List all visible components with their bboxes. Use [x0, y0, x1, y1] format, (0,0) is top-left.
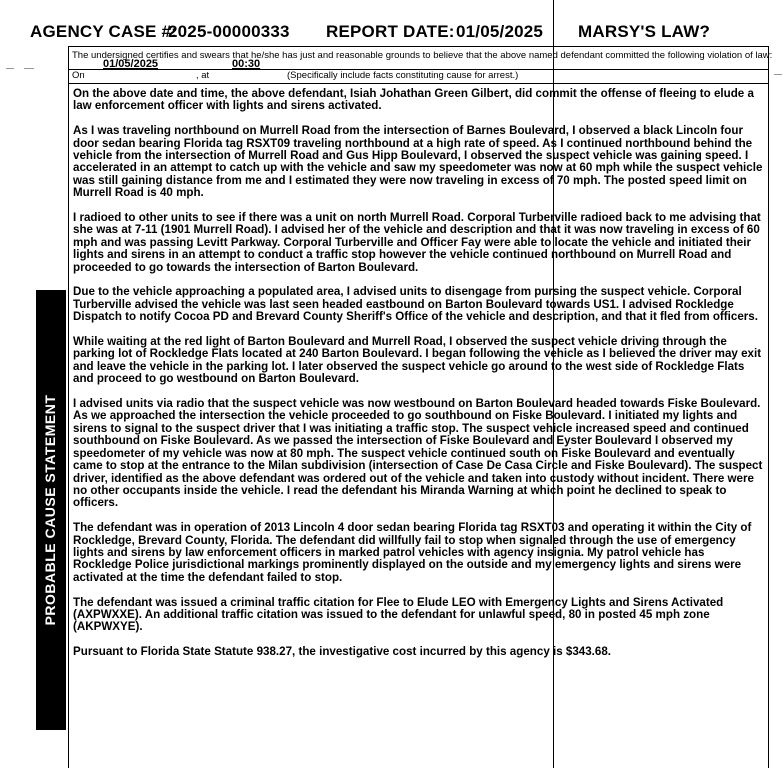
narrative-paragraph: Pursuant to Florida State Statute 938.27, the investigative cost incurred by this agency is $343.68. [73, 645, 612, 659]
narrative-paragraph: While waiting at the red light of Barton Boulevard and Murrell Road, I observed the suspect vehicle driving through the parking lot of Rockledge Flats located at 240 Barton Boulevard. I began following the vehicle as I believed the driver may exit and leave the vehicle in the parking lot. I later observed the suspect vehicle go around to the west side of Rockledge Flats and proceed to go westbound on Barton Boulevard. [73, 335, 762, 386]
form-left-border [68, 46, 69, 768]
narrative-paragraph: The defendant was in operation of 2013 Lincoln 4 door sedan bearing Florida tag RSXT03 and operating it within the City of Rockledge, Brevard County, Florida. The defendant did willfully fail to stop when signaled through the use of emergency lights and sirens by law enforcement officers in marked patrol vehicles with agency insignia. My patrol vehicle has Rockledge Police jurisdictional markings prominently displayed on the outside and my emergency lights and sirens were activated at the time the defendant failed to stop. [73, 521, 752, 584]
narrative-paragraph: On the above date and time, the above defendant, Isiah Johathan Green Gilbert, did commit the offense of fleeing to elude a law enforcement officer with lights and sirens activated. [73, 87, 754, 113]
certification-statement: The undersigned certifies and swears that he/she has just and reasonable grounds to believe that the above named defendant committed the following violation of law: [72, 50, 773, 61]
narrative-paragraph: I radioed to other units to see if there was a unit on north Murrell Road. Corporal Turberville radioed back to me advising that she was at 7-11 (1901 Murrell Road). I advised her of the vehicle and description and that it was now traveling in excess of 60 mph and was passing Levitt Parkway. Corporal Turberville and Officer Fay were able to locate the vehicle and initiated their lights and sirens in an attempt to conduct a traffic stop however the vehicle continued northbound on Murrell Road and proceeded to go towards the intersection of Barton Boulevard. [73, 211, 761, 274]
narrative-paragraph: The defendant was issued a criminal traffic citation for Flee to Elude LEO with Emergency Lights and Sirens Activated (AXPWXXE). An additional traffic citation was issued to the defendant for unlawful speed, 80 in posted 45 mph zone (AKPWXYE). [73, 595, 724, 634]
offense-date: 01/05/2025 [103, 58, 159, 70]
report-date-label-text: REPORT DATE: [326, 22, 455, 41]
offense-time: 00:30 [232, 58, 261, 70]
narrative-paragraph: As I was traveling northbound on Murrell Road from the intersection of Barnes Boulevard, I observed a black Lincoln four door sedan bearing Florida tag RSXT09 traveling northbound at a high rate of speed. As I continued northbound behind the vehicle from the intersection of Murrell Road and Gus Hipp Boulevard, I observed the suspect vehicle was gaining speed. I accelerated in an attempt to catch up with the vehicle and saw my speedometer was now at 60 mph while the suspect vehicle was still gaining distance from me and I estimated they were now traveling in excess of 70 mph. The posted speed limit on Murrell Road is 40 mph. [73, 124, 763, 200]
narrative-paragraph: I advised units via radio that the suspect vehicle was now westbound on Barton Boulevard headed towards Fiske Boulevard. As we approached the intersection the vehicle proceeded to go southbound on Fiske Boulevard. I initiated my lights and sirens to signal to the suspect driver that I was initiating a traffic stop. The suspect vehicle increased speed and continued southbound on Fiske Boulevard. As we passed the intersection of Fiske Boulevard and Eyster Boulevard I observed my speedometer of my vehicle was now at 80 mph. The suspect vehicle continued south on Fiske Boulevard and eventually came to stop at the entrance to the Milan subdivision (intersection of Case De Casa Circle and Fiske Boulevard). The suspect driver, identified as the above defendant was ordered out of the vehicle and taken into custody without incident. There were no other occupants inside the vehicle. I read the defendant his Miranda Warning at which point he declined to speak to officers. [73, 397, 763, 510]
on-label: On [72, 70, 85, 81]
form-row-divider-2 [68, 83, 768, 84]
scan-mark [24, 68, 34, 69]
agency-case-number: 2025-00000333 [168, 22, 290, 41]
scan-mark [6, 68, 14, 69]
form-right-border [768, 46, 769, 768]
scan-mark [774, 74, 782, 75]
marsys-law-label: MARSY'S LAW? [578, 22, 711, 41]
agency-case-label: AGENCY CASE #: [30, 22, 178, 41]
facts-instruction: (Specifically include facts constituting cause for arrest.) [287, 70, 519, 81]
narrative-body [73, 88, 763, 671]
form-top-border [68, 46, 768, 47]
narrative-paragraph: Due to the vehicle approaching a populated area, I advised units to disengage from pursing the suspect vehicle. Corporal Turberville advised the vehicle was last seen headed eastbound on Barton Boulevard towards US1. I advised Rockledge Dispatch to notify Cocoa PD and Brevard County Sheriff's Office of the vehicle and description, and that it fled from officers. [73, 285, 758, 324]
at-label: , at [196, 70, 210, 81]
probable-cause-label: PROBABLE CAUSE STATEMENT [42, 394, 58, 626]
report-date-value: 01/05/2025 [456, 22, 544, 41]
